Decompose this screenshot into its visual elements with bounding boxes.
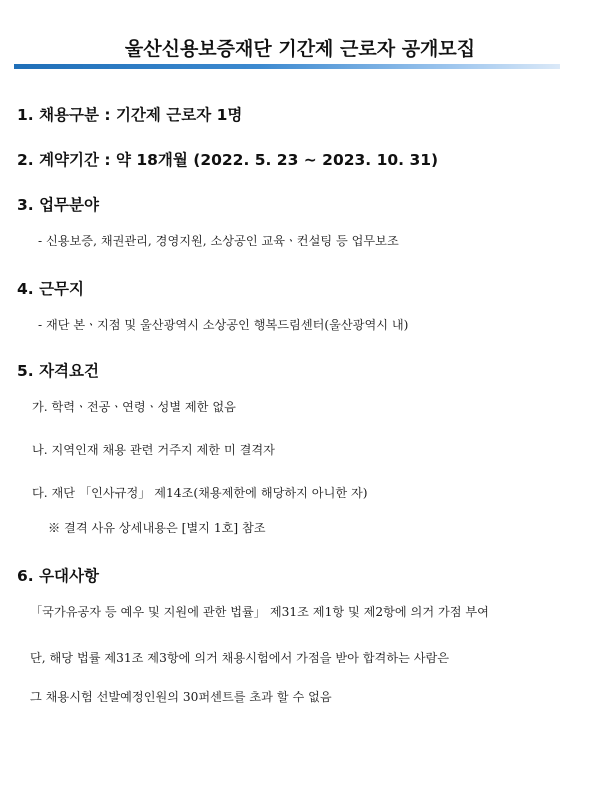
heading-workplace: 4. 근무지 <box>17 280 84 298</box>
preference-line: 그 채용시험 선발예정인원의 30퍼센트를 초과 할 수 없음 <box>30 690 332 704</box>
title-underline <box>14 64 560 69</box>
qualification-item: 나. 지역인재 채용 관련 거주지 제한 미 결격자 <box>32 443 275 457</box>
qualification-item: 가. 학력ㆍ전공ㆍ연령ㆍ성별 제한 없음 <box>32 400 236 414</box>
work-area-line: - 신용보증, 채권관리, 경영지원, 소상공인 교육ㆍ컨설팅 등 업무보조 <box>38 234 399 248</box>
preference-line: 「국가유공자 등 예우 및 지원에 관한 법률」 제31조 제1항 및 제2항에 의거 가점 부여 <box>30 605 489 619</box>
heading-work-area: 3. 업무분야 <box>17 196 99 214</box>
qualification-item: 다. 재단 「인사규정」 제14조(채용제한에 해당하지 아니한 자) <box>32 486 368 500</box>
preference-line: 단, 해당 법률 제31조 제3항에 의거 채용시험에서 가점을 받아 합격하는 사람은 <box>30 651 450 665</box>
heading-recruitment-type: 1. 채용구분 : 기간제 근로자 1명 <box>17 106 243 124</box>
document-title: 울산신용보증재단 기간제 근로자 공개모집 <box>124 38 476 60</box>
qualification-note: ※ 결격 사유 상세내용은 [별지 1호] 참조 <box>48 521 266 535</box>
heading-contract-period: 2. 계약기간 : 약 18개월 (2022. 5. 23 ~ 2023. 10. 31) <box>17 151 439 169</box>
workplace-line: - 재단 본ㆍ지점 및 울산광역시 소상공인 행복드림센터(울산광역시 내) <box>38 318 409 332</box>
heading-qualifications: 5. 자격요건 <box>17 362 99 380</box>
heading-preferences: 6. 우대사항 <box>17 567 99 585</box>
